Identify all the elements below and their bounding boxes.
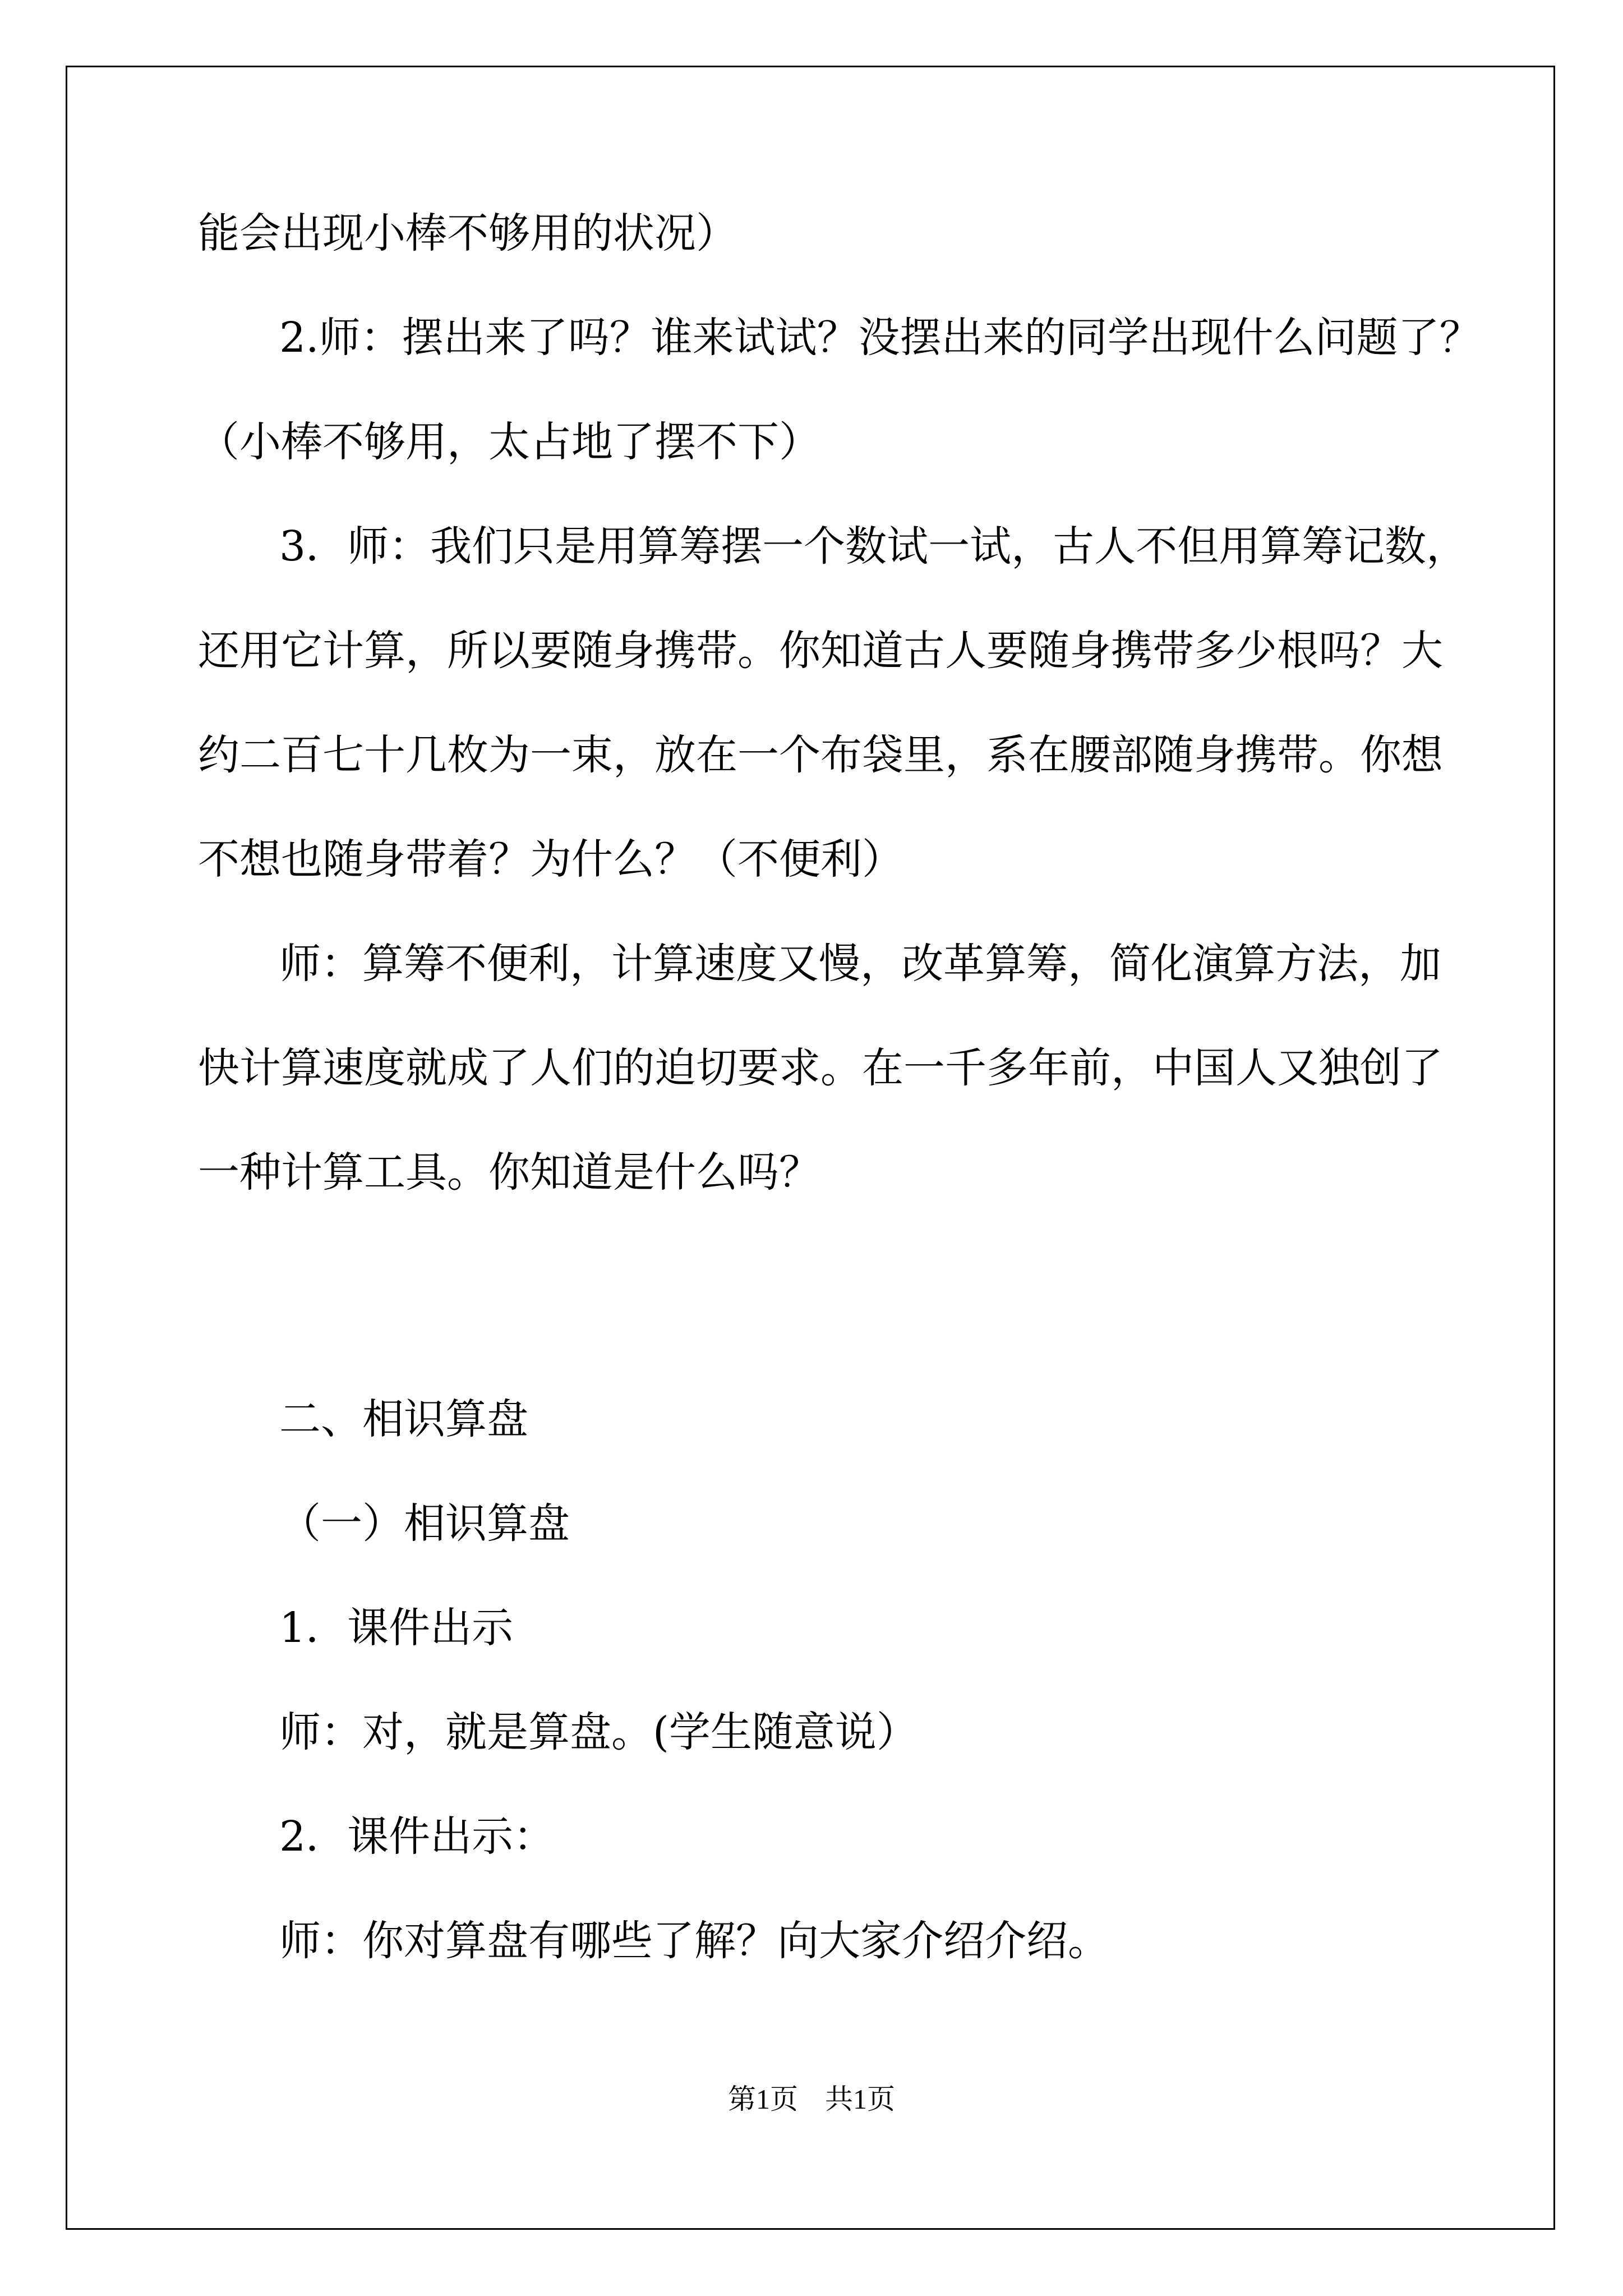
text-line: 2.师：摆出来了吗？谁来试试？没摆出来的同学出现什么问题了？ xyxy=(279,314,1481,362)
text-line: 2．课件出示： xyxy=(279,1812,555,1861)
text-line: 还用它计算，所以要随身携带。你知道古人要随身携带多少根吗？大 xyxy=(198,627,1443,675)
text-line: 能会出现小棒不够用的状况） xyxy=(198,209,737,257)
text-line: 一种计算工具。你知道是什么吗？ xyxy=(198,1148,820,1197)
text-line: 3．师：我们只是用算筹摆一个数试一试，古人不但用算筹记数， xyxy=(279,522,1468,570)
text-line: 约二百七十几枚为一束，放在一个布袋里，系在腰部随身携带。你想 xyxy=(198,731,1443,779)
text-line: 不想也随身带着？为什么？（不便利） xyxy=(198,835,903,884)
text-line: 师：算筹不便利，计算速度又慢，改革算筹，简化演算方法，加 xyxy=(279,940,1441,988)
text-line: 师：对，就是算盘。(学生随意说） xyxy=(279,1708,918,1756)
page-footer xyxy=(0,2082,1623,2116)
text-line: 师：你对算盘有哪些了解？向大家介绍介绍。 xyxy=(279,1917,1109,1965)
section-heading: 二、相识算盘 xyxy=(279,1395,528,1443)
page-number: 第1页 xyxy=(728,2083,798,2115)
text-line: 快计算速度就成了人们的迫切要求。在一千多年前，中国人又独创了 xyxy=(198,1044,1443,1092)
text-line: （小棒不够用，太占地了摆不下） xyxy=(198,418,820,466)
page-total: 共1页 xyxy=(825,2083,895,2115)
text-line: 1．课件出示 xyxy=(279,1604,514,1652)
subsection-heading: （一）相识算盘 xyxy=(279,1499,570,1548)
